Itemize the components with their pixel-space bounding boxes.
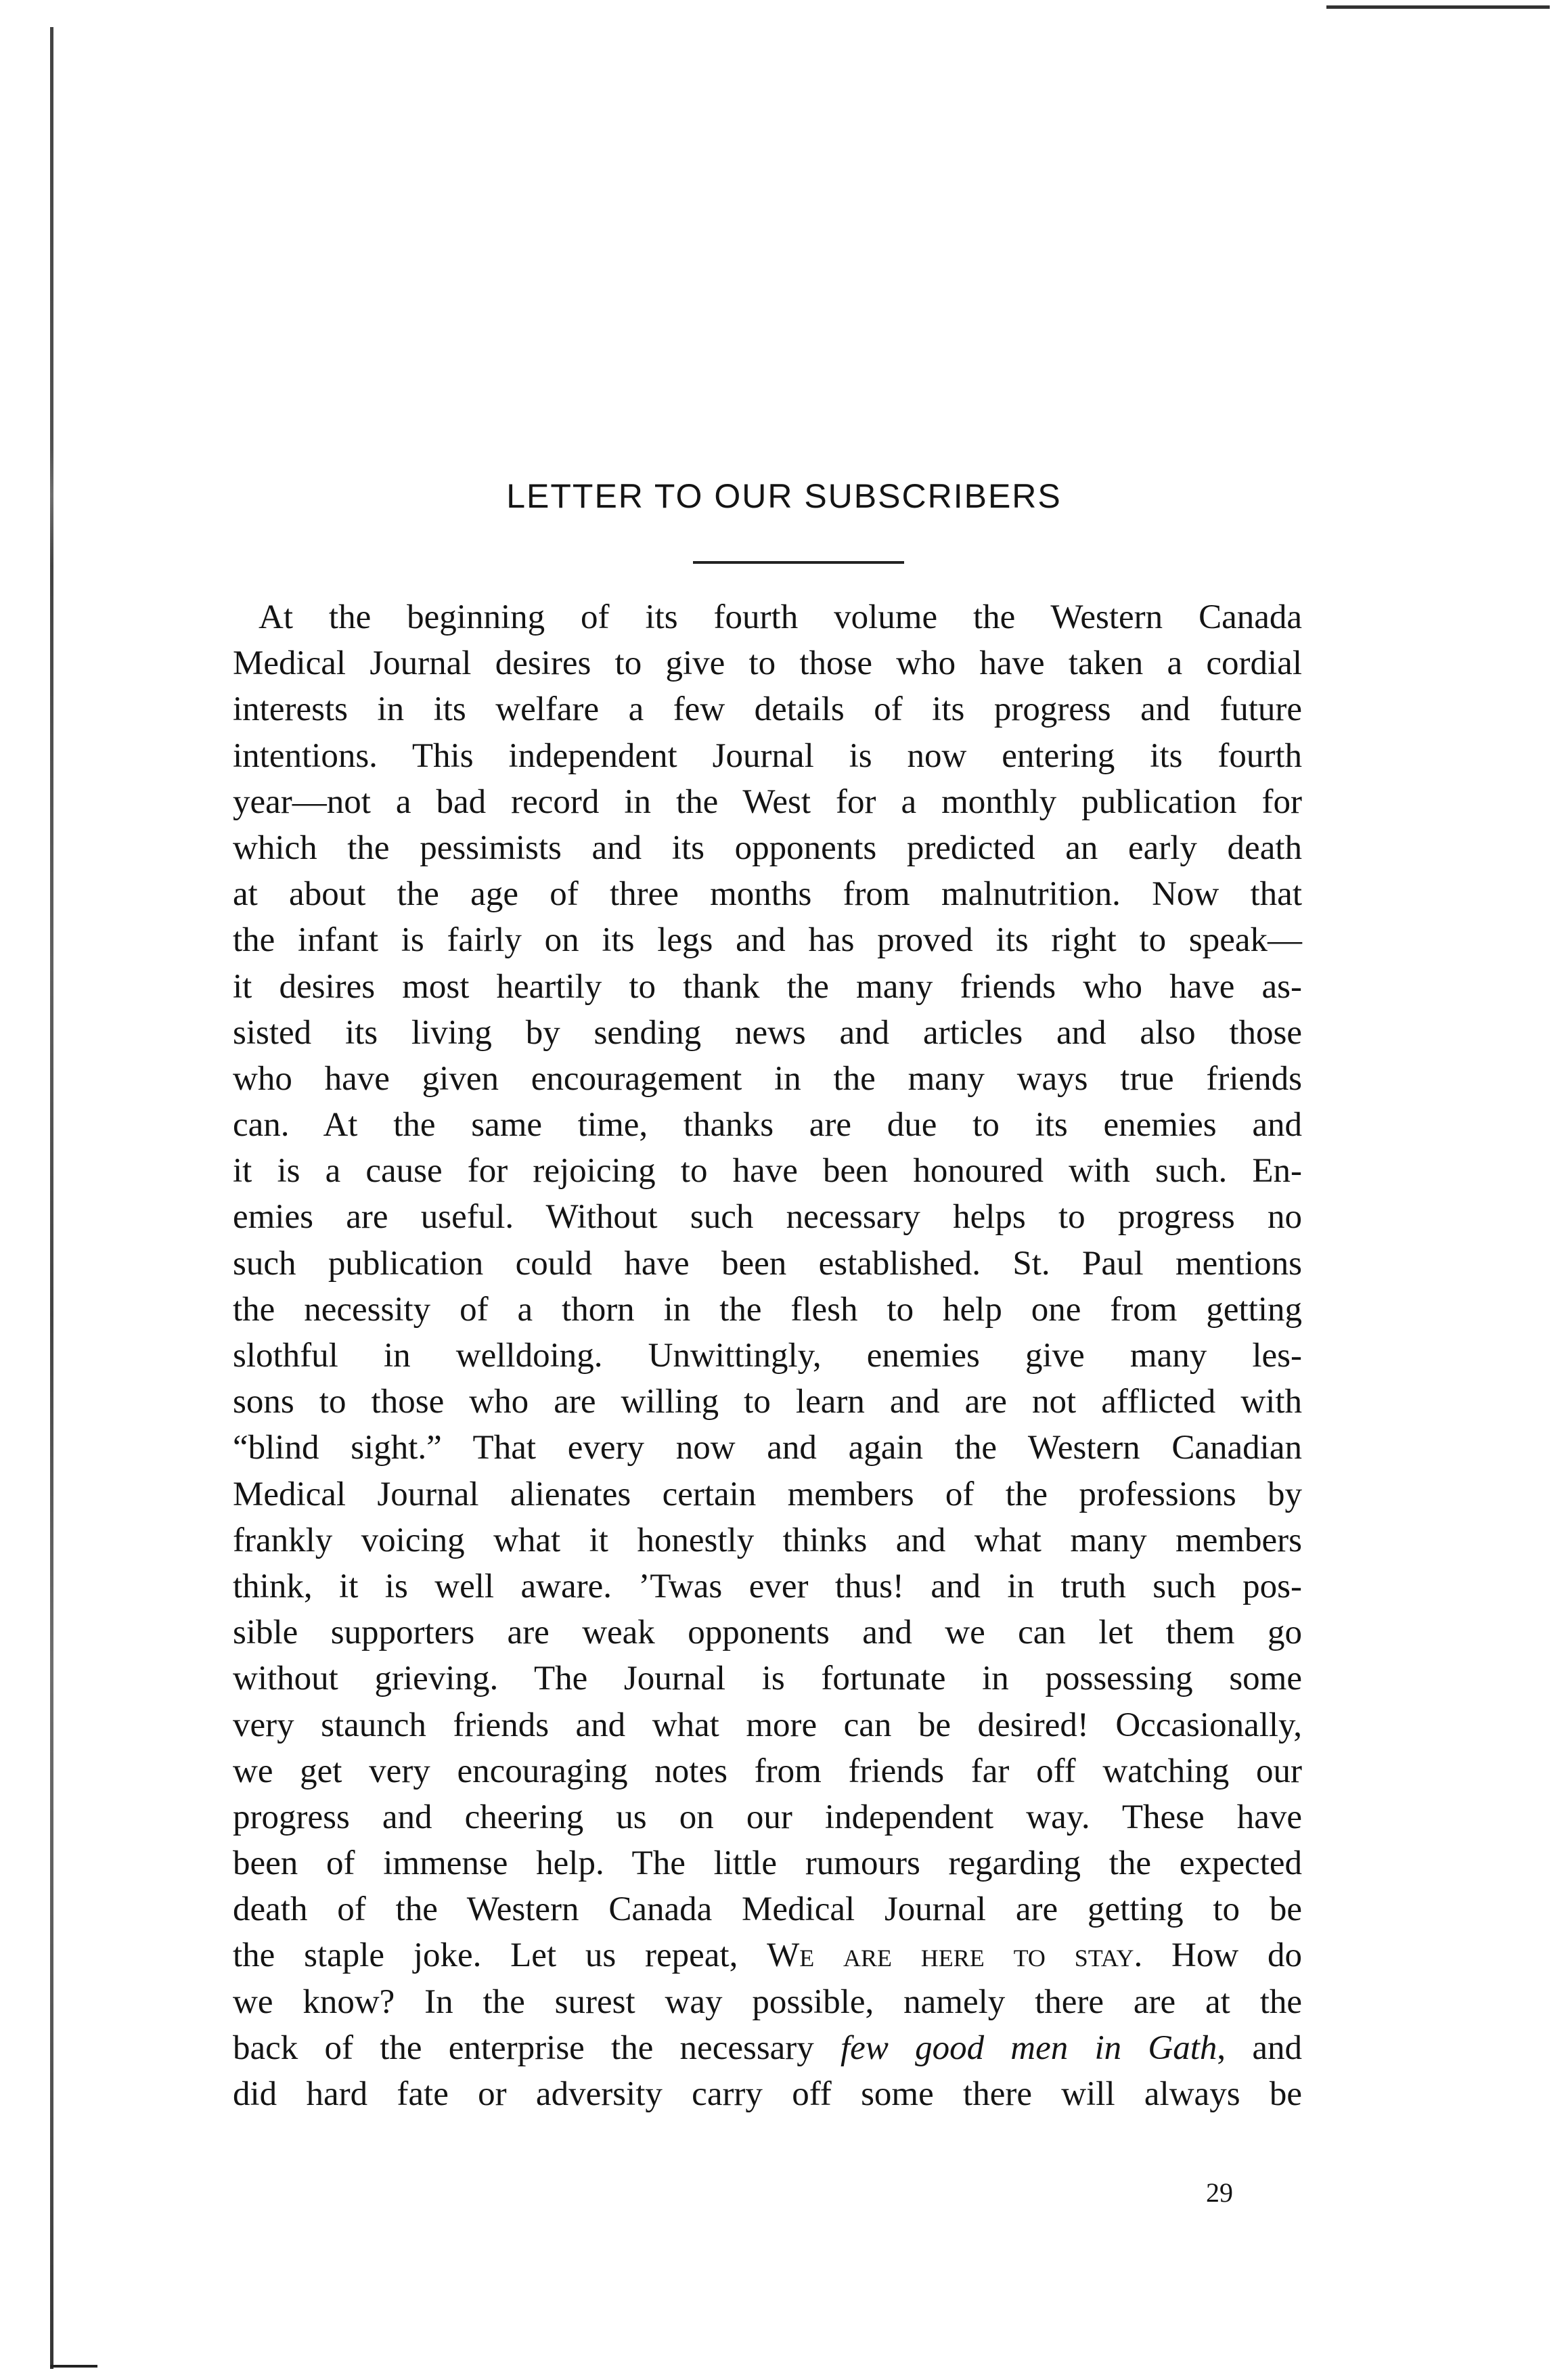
body-line: year—not a bad record in the West for a monthly publication for	[233, 782, 1302, 821]
body-line: we know? In the surest way possible, namely there are at the	[233, 1982, 1302, 2021]
body-line: without grieving. The Journal is fortunate in possessing some	[233, 1660, 1302, 1698]
body-line: back of the enterprise the necessary few good men in Gath, and	[233, 2028, 1303, 2067]
body-line: sons to those who are willing to learn and are not afflicted with	[233, 1383, 1302, 1421]
body-line: who have given encouragement in the many ways true friends	[233, 1059, 1302, 1098]
body-line: which the pessimists and its opponents predicted an early death	[233, 828, 1302, 867]
body-line: death of the Western Canada Medical Journal are getting to be	[233, 1890, 1302, 1929]
body-line: think, it is well aware. ’Twas ever thus! and in truth such pos-	[233, 1567, 1302, 1605]
body-line: very staunch friends and what more can be desired! Occasionally,	[233, 1706, 1302, 1744]
body-line: the infant is fairly on its legs and has proved its right to speak—	[233, 921, 1302, 960]
body-line: intentions. This independent Journal is now entering its fourth	[233, 736, 1302, 775]
letter-body	[233, 594, 1302, 2117]
body-line: sisted its living by sending news and articles and also those	[233, 1013, 1302, 1052]
body-line: sible supporters are weak opponents and we can let them go	[233, 1614, 1302, 1652]
top-edge-rule	[1326, 5, 1550, 9]
body-line: did hard fate or adversity carry off some there will always be	[233, 2075, 1302, 2113]
body-line: it desires most heartily to thank the many friends who have as-	[233, 967, 1302, 1006]
body-line: At the beginning of its fourth volume the Western Canada	[259, 598, 1302, 636]
page-number: 29	[1206, 2177, 1233, 2208]
body-line: “blind sight.” That every now and again the Western Canadian	[233, 1429, 1302, 1467]
binding-edge-shadow	[50, 27, 53, 2369]
title-divider	[693, 561, 904, 564]
body-line: slothful in welldoing. Unwittingly, enemies give many les-	[233, 1337, 1302, 1375]
body-line: the necessity of a thorn in the flesh to help one from getting	[233, 1290, 1302, 1329]
body-line: interests in its welfare a few details of its progress and future	[233, 690, 1302, 729]
letter-title: LETTER TO OUR SUBSCRIBERS	[506, 477, 1062, 515]
body-line: Medical Journal alienates certain members of the professions by	[233, 1475, 1302, 1513]
body-line: we get very encouraging notes from friends far off watching our	[233, 1752, 1302, 1790]
body-line: the staple joke. Let us repeat, We are here to stay. How do	[233, 1936, 1303, 1975]
body-line: such publication could have been established. St. Paul mentions	[233, 1244, 1302, 1283]
body-line: at about the age of three months from malnutrition. Now that	[233, 875, 1302, 914]
body-line: progress and cheering us on our independent way. These have	[233, 1798, 1302, 1836]
binding-edge-foot	[50, 2365, 97, 2368]
body-line: can. At the same time, thanks are due to its enemies and	[233, 1106, 1302, 1145]
body-line: emies are useful. Without such necessary helps to progress no	[233, 1198, 1302, 1237]
body-line: it is a cause for rejoicing to have been honoured with such. En-	[233, 1152, 1302, 1191]
body-line: been of immense help. The little rumours regarding the expected	[233, 1844, 1302, 1883]
body-line: frankly voicing what it honestly thinks and what many members	[233, 1521, 1302, 1559]
body-line: Medical Journal desires to give to those who have taken a cordial	[233, 644, 1302, 683]
